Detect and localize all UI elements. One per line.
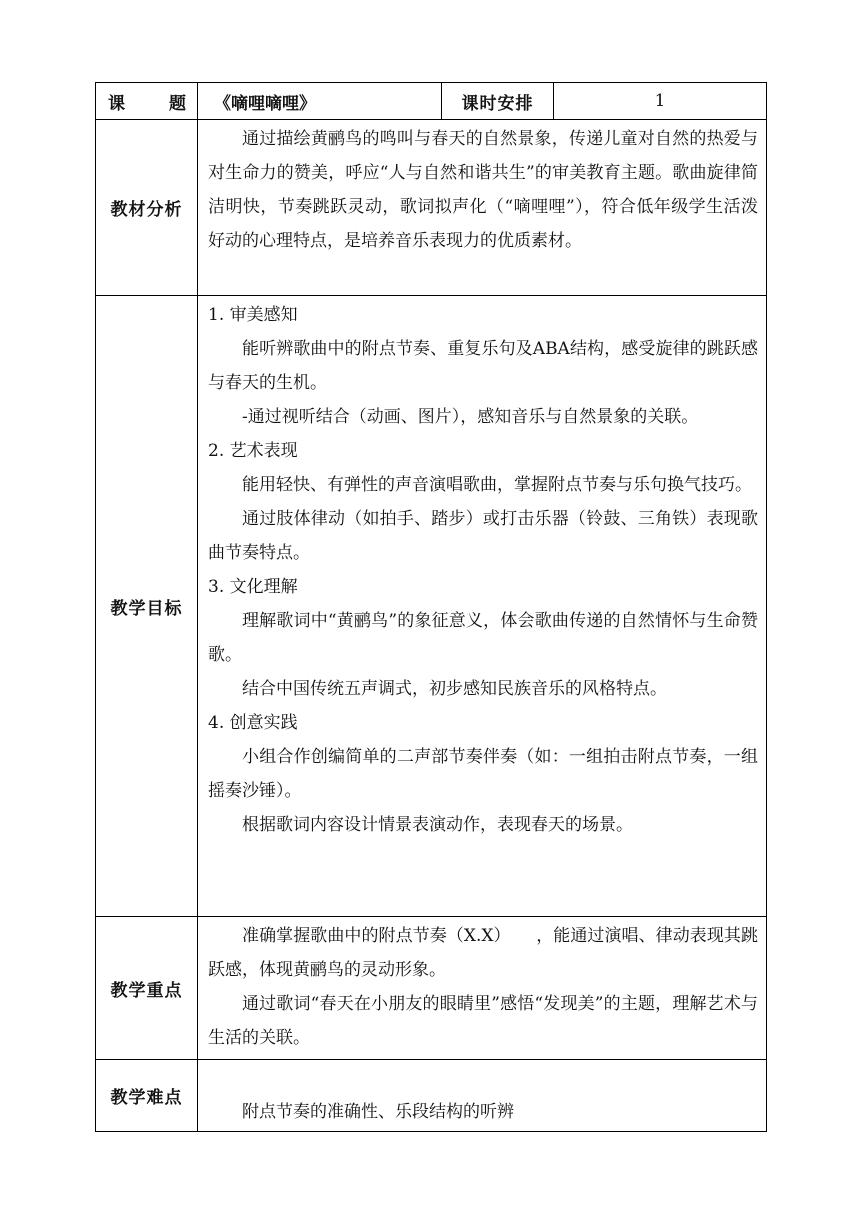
topic-label bbox=[96, 83, 198, 120]
objective-item: 能听辨歌曲中的附点节奏、重复乐句及ABA结构，感受旋律的跳跃感与春天的生机。 bbox=[208, 339, 758, 393]
hours-label: 课时安排 bbox=[442, 83, 554, 120]
key-point-1: 准确掌握歌曲中的附点节奏（X.X） ，能通过演唱、律动表现其跳跃感，体现黄鹂鸟的灵动形象。 bbox=[208, 926, 758, 980]
objective-item: -通过视听结合（动画、图片），感知音乐与自然景象的关联。 bbox=[242, 407, 699, 427]
objective-item: 通过肢体律动（如拍手、踏步）或打击乐器（铃鼓、三角铁）表现歌曲节奏特点。 bbox=[208, 509, 758, 563]
topic-label-char-2: 题 bbox=[169, 93, 187, 114]
key-points-label: 教学重点 bbox=[96, 917, 198, 1060]
objectives-list bbox=[198, 296, 766, 846]
objective-item: 根据歌词内容设计情景表演动作，表现春天的场景。 bbox=[242, 815, 633, 835]
header-row bbox=[96, 83, 767, 120]
key-points-row bbox=[96, 917, 767, 1060]
objective-item: 能用轻快、有弹性的声音演唱歌曲，掌握附点节奏与乐句换气技巧。 bbox=[242, 475, 752, 495]
objective-heading: 2. 艺术表现 bbox=[208, 441, 298, 461]
objectives-label: 教学目标 bbox=[96, 296, 198, 917]
objectives-cell bbox=[198, 296, 767, 917]
objective-item: 结合中国传统五声调式，初步感知民族音乐的风格特点。 bbox=[242, 679, 667, 699]
objective-heading: 4. 创意实践 bbox=[208, 713, 298, 733]
difficulties-text: 附点节奏的准确性、乐段结构的听辨 bbox=[242, 1102, 514, 1122]
lesson-title: 《嘀哩嘀哩》 bbox=[198, 83, 442, 120]
objectives-row bbox=[96, 296, 767, 917]
lesson-plan-table bbox=[95, 82, 767, 1132]
objective-item: 小组合作创编简单的二声部节奏伴奏（如：一组拍击附点节奏，一组摇奏沙锤）。 bbox=[208, 747, 758, 801]
hours-value: 1 bbox=[554, 83, 767, 120]
analysis-text: 通过描绘黄鹂鸟的鸣叫与春天的自然景象，传递儿童对自然的热爱与对生命力的赞美，呼应“人与自然和谐共生”的审美教育主题。歌曲旋律简洁明快，节奏跳跃灵动，歌词拟声化（“嘀哩哩”），符合低年级学生活泼好动的心理特点，是培养音乐表现力的优质素材。 bbox=[208, 129, 758, 251]
difficulties-row bbox=[96, 1060, 767, 1132]
objective-item: 理解歌词中“黄鹂鸟”的象征意义，体会歌曲传递的自然情怀与生命赞歌。 bbox=[208, 611, 758, 665]
difficulties-cell bbox=[198, 1060, 767, 1132]
objective-heading: 1. 审美感知 bbox=[208, 305, 298, 325]
analysis-cell bbox=[198, 120, 767, 296]
analysis-label: 教材分析 bbox=[96, 120, 198, 296]
topic-label-char-1: 课 bbox=[108, 93, 126, 114]
key-point-2: 通过歌词“春天在小朋友的眼睛里”感悟“发现美”的主题，理解艺术与生活的关联。 bbox=[208, 994, 758, 1048]
objective-heading: 3. 文化理解 bbox=[208, 577, 298, 597]
analysis-row bbox=[96, 120, 767, 296]
key-points-cell bbox=[198, 917, 767, 1060]
difficulties-label: 教学难点 bbox=[96, 1060, 198, 1132]
